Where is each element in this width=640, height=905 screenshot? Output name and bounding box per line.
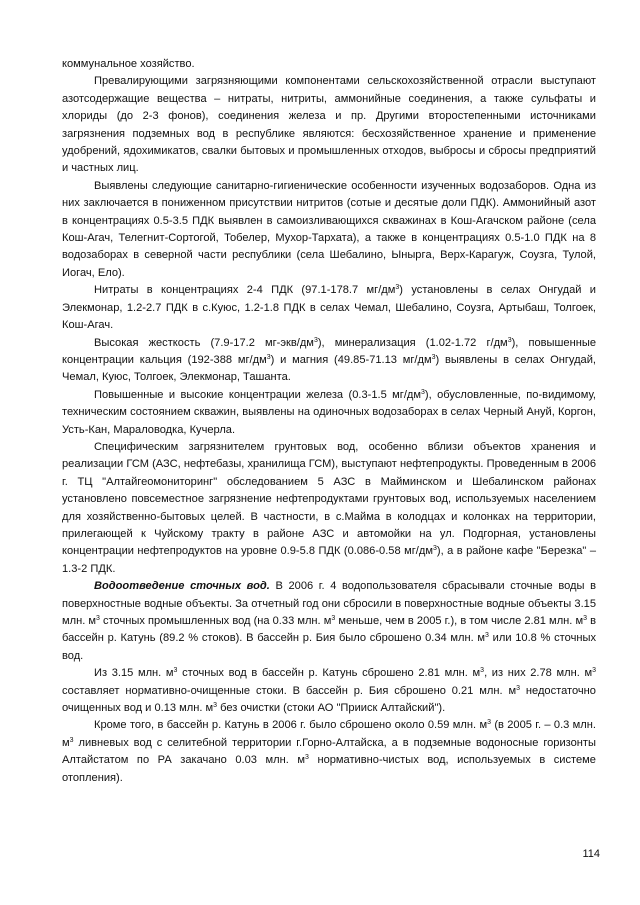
paragraph: Выявлены следующие санитарно-гигиенические особенности изученных водозаборов. Одна из них заключается в пониженном присутствии нитритов (сотые и десятые доли ПДК). Аммонийный азот в концентрациях 0.5-3.5 ПДК выявлен в самоизливающихся скважинах в Кош-Агачском районе (села Кош-Агач, Телегнит-Сортогой, Тобелер, Мухор-Тархата), а также в концентрациях 0.5-1.0 ПДК на 8 водозаборах в северной части республики (села Шебалино, Ыныргa, Верх-Карагуж, Соузга, Тулой, Иогач, Ело). — [62, 179, 596, 279]
paragraph: Кроме того, в бассейн р. Катунь в 2006 г. было сброшено около 0.59 млн. $м^3$ (в 2005 г. – 0.3 млн. $м^3$ ливневых вод с селитебной территории г.Горно-Алтайска, а в подземные водоносные горизонты Алтайстатом по РА закачано 0.03 млн. $м^3$ нормативно-чистых вод, используемых в системе отопления). — [62, 719, 596, 784]
superscript: 3 — [431, 353, 436, 361]
paragraph: Нитраты в концентрациях 2-4 ПДК (97.1-178.7 $мг/дм^3$) установлены в селах Онгудай и Элекмонар, 1.2-2.7 ПДК в с.Куюс, 1.2-1.8 ПДК в селах Чемал, Шебалино, Соузга, Артыбаш, Толгоек, Кош-Агач. — [62, 284, 597, 332]
paragraph: Превалирующими загрязняющими компонентами сельскохозяйственной отрасли выступают азотсодержащие вещества – нитраты, нитриты, аммонийные соединения, а также сульфаты и хлориды (до 2-3 фонов), соединения железа и пр. Другими второстепенными источниками загрязнения подземных вод в республике являются: бесхозяйственное хранение и применение удобрений, ядохимикатов, свалки бытовых и промышленных отходов, выбросы и сбросы предприятий и частных лиц. — [62, 75, 596, 175]
page-number: 114 — [582, 848, 600, 860]
paragraph: Повышенные и высокие концентрации железа (0.3-1.5 $мг/дм^3$), обусловленные, по-видимому, техническим состоянием скважин, выявлены на одиночных водозаборах в селах Черный Ануй, Коргон, Усть-Кан, Мараловодка, Кучерла. — [62, 388, 596, 436]
superscript: 3 — [592, 667, 596, 675]
superscript: 3 — [432, 545, 437, 553]
superscript: 3 — [487, 719, 491, 727]
superscript: 3 — [305, 754, 309, 762]
paragraph: Из 3.15 млн. $м^3$ сточных вод в бассейн р. Катунь сброшено 2.81 млн. $м^3$, из них 2.78 млн. $м^3$ составляет нормативно-очищенные стоки. В бассейн р. Бия сброшено 0.21 млн. $м^3$ недостаточно очищенных вод и 0.13 млн. $м^3$ без очистки (стоки АО "Прииск Алтайский"). — [62, 667, 596, 715]
paragraph: Водоотведение сточных вод. В 2006 г. 4 водопользователя сбрасывали сточные воды в поверхностные водные объекты. За отчетный год они сбросили в поверхностные водные объекты 3.15 млн. $м^3$ сточных промышленных вод (на 0.33 млн. $м^3$ меньше, чем в 2005 г.), в том числе 2.81 млн. $м^3$ в бассейн р. Катунь (89.2 % стоков). В бассейн р. Бия было сброшено 0.34 млн. $м^3$ или 10.8 % сточных вод. — [62, 580, 597, 662]
superscript: 3 — [313, 336, 318, 344]
superscript: 3 — [96, 615, 100, 622]
superscript: 3 — [213, 702, 218, 710]
superscript: 3 — [480, 667, 485, 675]
section-heading: Водоотведение сточных вод. — [94, 580, 270, 593]
paragraph: Высокая жесткость (7.9-17.2 $мг-экв/дм^3$), минерализация (1.02-1.72 $г/дм^3$), повышенные концентрации кальция (192-388 $мг/дм^3$) и магния (49.85-71.13 $мг/дм^3$) выявлены в селах Онгудай, Чемал, Куюс, Толгоек, Элекмонар, Ташанта. — [62, 336, 596, 384]
paragraph: коммунальное хозяйство. — [62, 58, 195, 70]
superscript: 3 — [583, 615, 587, 622]
superscript: 3 — [516, 684, 520, 692]
paragraph: Специфическим загрязнителем грунтовых вод, особенно вблизи объектов хранения и реализации ГСМ (АЗС, нефтебазы, хранилища ГСМ), выступают нефтепродукты. Проведенным в 2006 г. ТЦ "Алтайгеомониторинг" обследованием 5 АЗС в Майминском и Шебалинском районах установлено повсеместное загрязнение нефтепродуктами грунтовых вод, используемых населением для хозяйственно-бытовых целей. В частности, в с.Майма в колодцах и колонках на территории, прилегающей к Чуйскому тракту в районе АЗС и автомойки на ул. Подгорная, установлены концентрации нефтепродуктов на уровне 0.9-5.8 ПДК (0.086-0.58 $мг/дм^3$), а в районе кафе "Березка" – 1.3-2 ПДК. — [62, 440, 596, 575]
superscript: 3 — [395, 284, 400, 292]
superscript: 3 — [507, 336, 512, 344]
superscript: 3 — [331, 615, 336, 622]
superscript: 3 — [421, 388, 425, 396]
superscript: 3 — [69, 736, 74, 744]
superscript: 3 — [266, 353, 271, 361]
superscript: 3 — [173, 667, 178, 675]
superscript: 3 — [485, 632, 489, 640]
body-text — [62, 56, 596, 787]
